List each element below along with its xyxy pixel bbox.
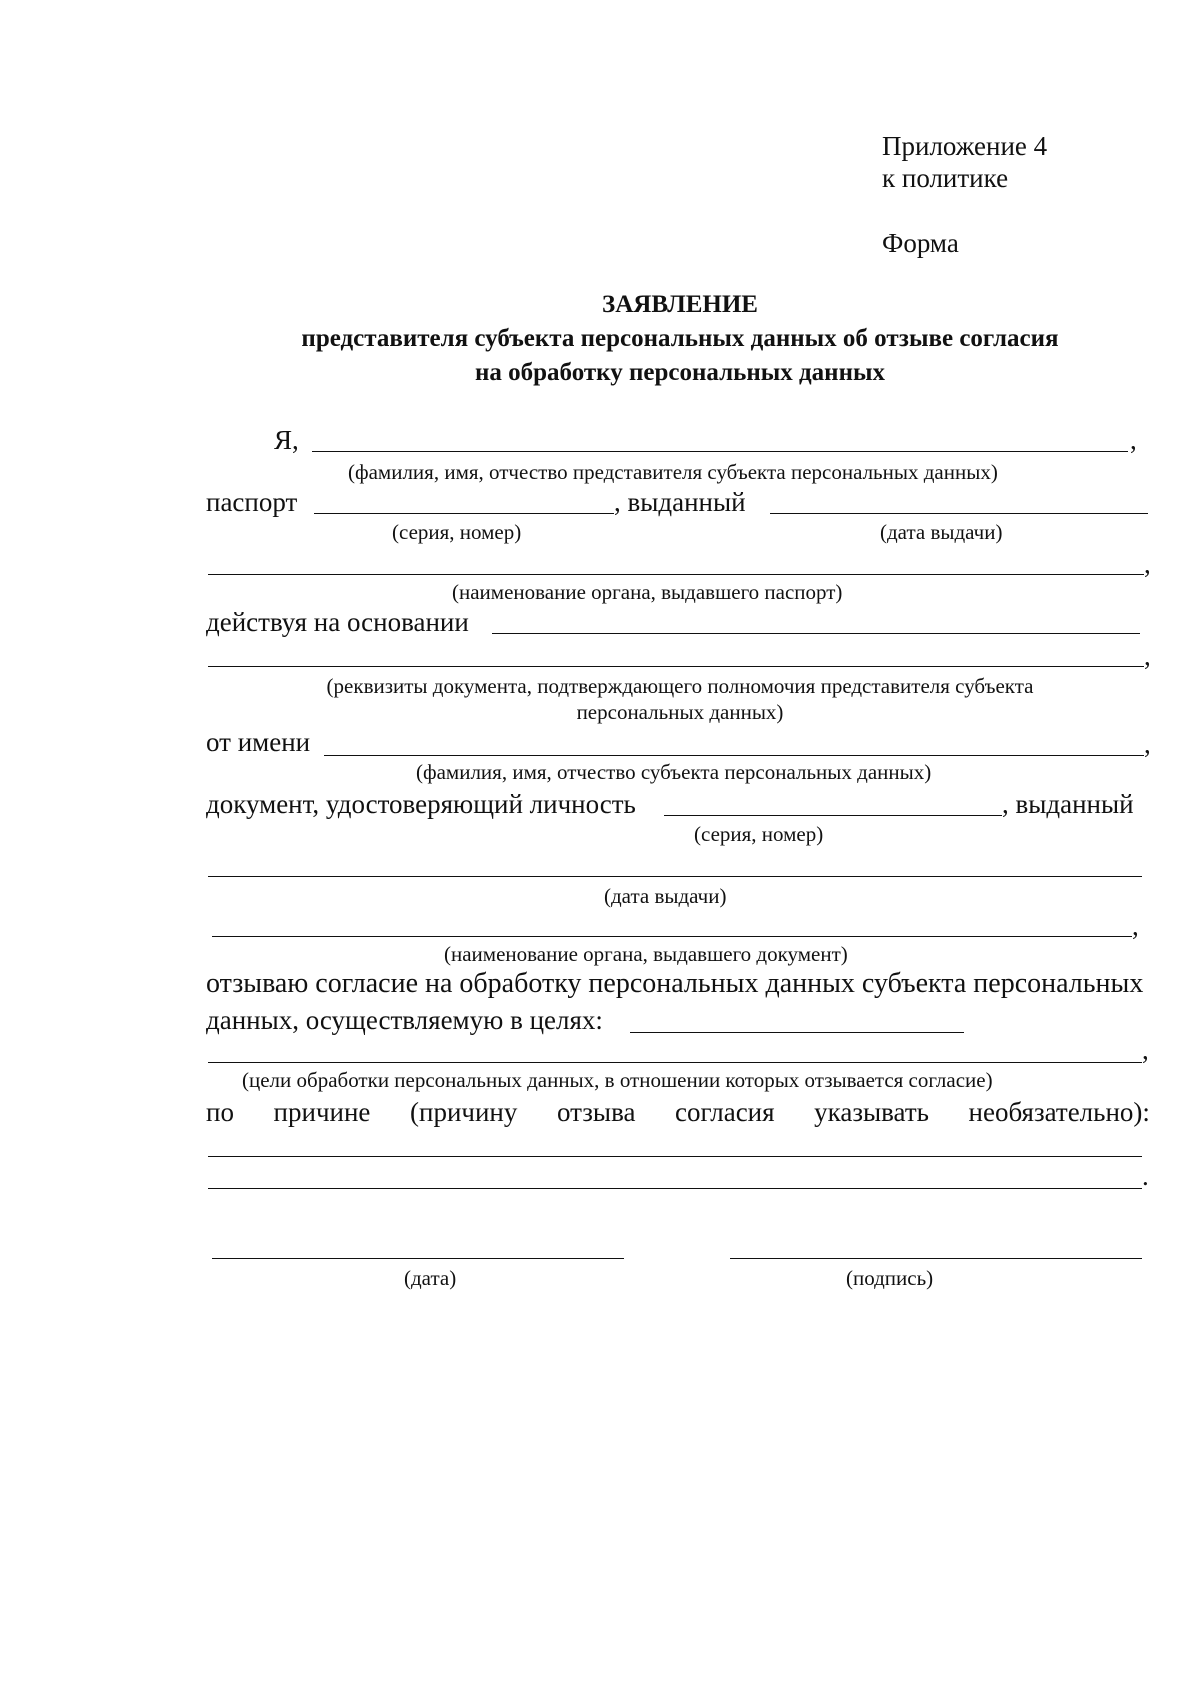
comma: , <box>1144 729 1151 759</box>
passport-org-field[interactable] <box>208 574 1144 575</box>
signature-caption: (подпись) <box>846 1266 934 1290</box>
on-behalf-label: от имени <box>206 727 311 757</box>
reason-word: согласия <box>675 1097 775 1127</box>
acting-basis-field[interactable] <box>492 633 1140 634</box>
passport-org-caption: (наименование органа, выдавшего паспорт) <box>452 580 843 604</box>
document-title: ЗАЯВЛЕНИЕ <box>602 291 758 318</box>
document-subtitle-1: представителя субъекта персональных данных об отзыве согласия <box>301 325 1059 352</box>
id-document-label: документ, удостоверяющий личность <box>206 789 636 819</box>
authority-doc-caption-1: (реквизиты документа, подтверждающего полномочия представителя субъекта <box>326 674 1034 698</box>
subject-fio-caption: (фамилия, имя, отчество субъекта персональных данных) <box>416 760 932 784</box>
id-date-caption: (дата выдачи) <box>604 884 727 908</box>
id-org-field[interactable] <box>212 936 1132 937</box>
id-date-field[interactable] <box>208 876 1142 877</box>
subject-fio-field[interactable] <box>324 755 1144 756</box>
purposes-caption: (цели обработки персональных данных, в отношении которых отзывается согласие) <box>242 1068 993 1092</box>
purposes-field-inline[interactable] <box>630 1032 964 1033</box>
form-label: Форма <box>882 228 959 258</box>
authority-doc-field[interactable] <box>208 666 1144 667</box>
comma: , <box>1132 911 1139 941</box>
revoke-statement-1: отзываю согласие на обработку персональных данных субъекта персональных <box>206 968 1144 999</box>
sign-date-caption: (дата) <box>404 1266 457 1290</box>
comma: , <box>1144 549 1151 579</box>
period: . <box>1142 1161 1149 1191</box>
rep-fio-caption: (фамилия, имя, отчество представителя субъекта персональных данных) <box>348 460 998 484</box>
id-series-field[interactable] <box>664 815 1002 816</box>
document-subtitle-2: на обработку персональных данных <box>475 359 885 386</box>
reason-word: причине <box>273 1097 371 1127</box>
acting-basis-label: действуя на основании <box>206 607 469 637</box>
policy-label: к политике <box>882 163 1009 193</box>
id-org-caption: (наименование органа, выдавшего документ) <box>444 942 848 966</box>
rep-fio-field[interactable] <box>312 451 1128 452</box>
reason-word: (причину <box>410 1097 518 1127</box>
comma: , <box>1142 1035 1149 1065</box>
purposes-field[interactable] <box>208 1062 1142 1063</box>
passport-date-caption: (дата выдачи) <box>880 520 1003 544</box>
comma: , <box>1130 425 1137 455</box>
appendix-label: Приложение 4 <box>882 131 1048 161</box>
passport-date-field[interactable] <box>770 513 1148 514</box>
reason-field-2[interactable] <box>208 1188 1142 1189</box>
reason-word: необязательно): <box>968 1097 1150 1127</box>
signature-field[interactable] <box>730 1258 1142 1259</box>
passport-series-caption: (серия, номер) <box>392 520 522 544</box>
reason-statement <box>206 1096 1150 1128</box>
reason-word: по <box>206 1097 234 1127</box>
ya-label: Я, <box>274 425 299 455</box>
authority-doc-caption-2: персональных данных) <box>576 700 784 724</box>
issued-label-2: , выданный <box>1002 789 1134 819</box>
reason-word: отзыва <box>556 1097 636 1127</box>
issued-label: , выданный <box>614 487 746 517</box>
revoke-statement-2: данных, осуществляемую в целях: <box>206 1005 603 1035</box>
comma: , <box>1144 641 1151 671</box>
reason-field-1[interactable] <box>208 1156 1142 1157</box>
passport-label: паспорт <box>206 487 298 517</box>
passport-series-field[interactable] <box>314 513 614 514</box>
id-series-caption: (серия, номер) <box>694 822 824 846</box>
reason-word: указывать <box>814 1097 929 1127</box>
sign-date-field[interactable] <box>212 1258 624 1259</box>
